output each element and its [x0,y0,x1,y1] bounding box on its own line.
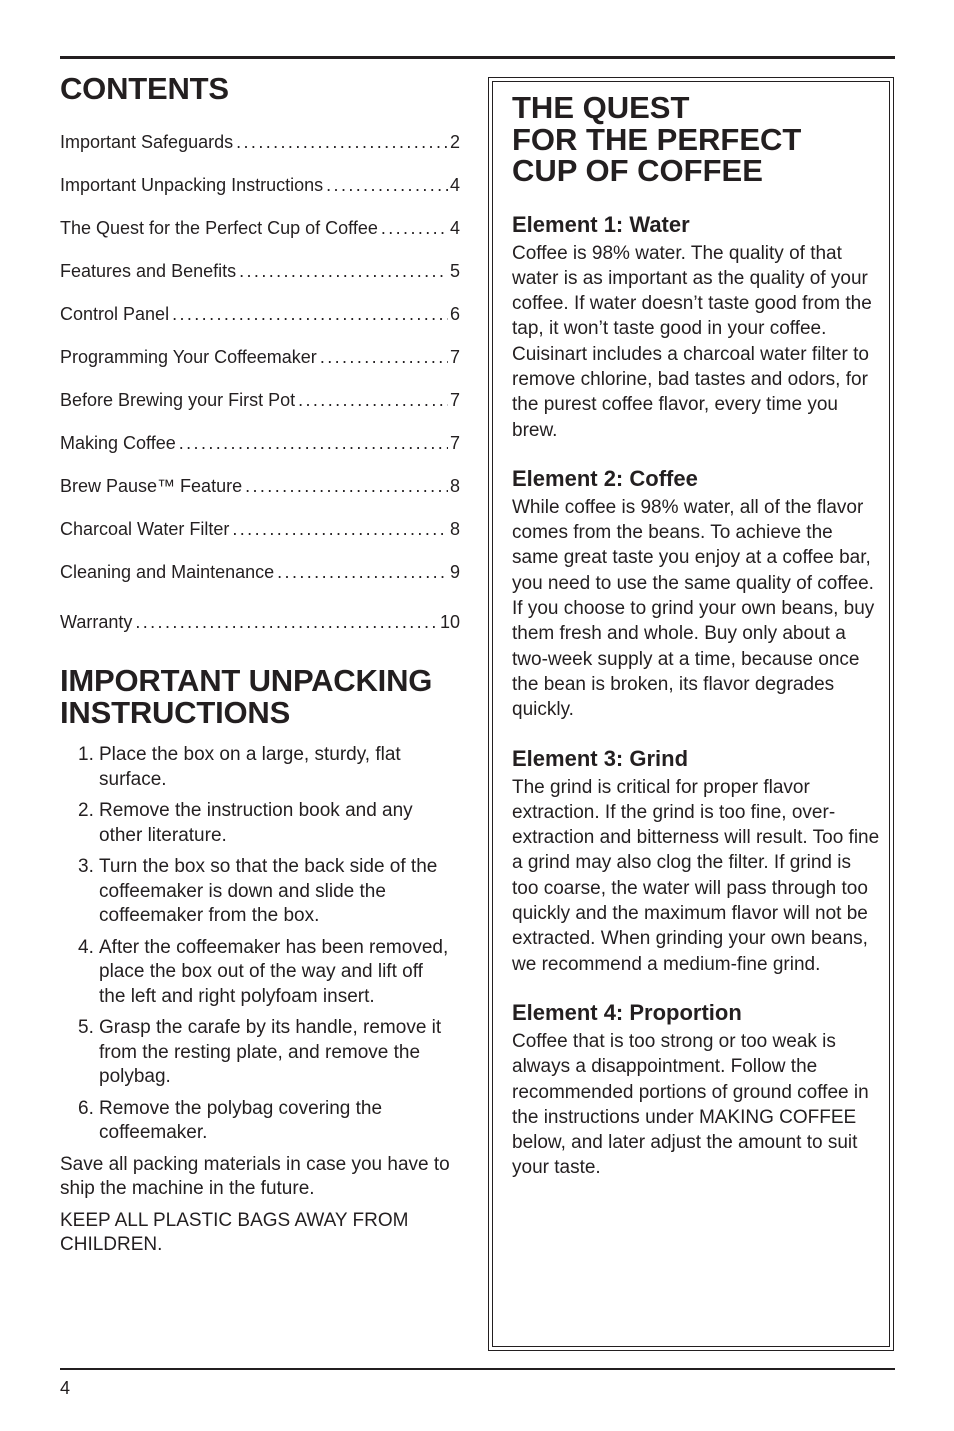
toc-item-page: 5 [449,261,460,281]
toc-item-page: 9 [449,562,460,582]
top-rule [60,56,895,59]
page-number: 4 [60,1378,71,1398]
list-item [78,1097,460,1146]
step-number: 5. [78,1017,94,1038]
toc-item-page: 6 [449,304,460,324]
step-number: 2. [78,800,94,821]
toc-item-warranty[interactable] [60,583,460,633]
toc-item-label: Features and Benefits [60,261,237,281]
toc-item-important-safeguards[interactable] [60,117,460,153]
element-proportion-body: Coffee that is too strong or too weak is always a disappointment. Follow the recommended portions of ground coffee in the instructions under MAKING COFFEE below, and later adjust the amount to suit your taste. [512,1030,869,1179]
unpacking-title-line2: INSTRUCTIONS [60,695,291,730]
toc-item-label: Important Safeguards [60,132,234,152]
toc-item-page: 8 [449,519,460,539]
element-grind-title: Element 3: Grind [512,745,689,771]
left-column [60,72,460,1265]
unpacking-steps [60,743,460,1146]
toc-item-features[interactable] [60,239,460,282]
unpacking-title-line1: IMPORTANT UNPACKING [60,663,433,698]
toc-item-page: 7 [449,347,460,367]
toc-leader-dots [277,562,448,583]
quest-title-line2: FOR THE PERFECT [512,121,802,157]
step-text: Grasp the carafe by its handle, remove it from the resting plate, and remove the polybag. [99,1017,442,1087]
list-item [78,855,460,929]
step-number: 4. [78,936,94,958]
step-number: 6. [78,1097,94,1119]
toc-item-page: 4 [449,175,460,195]
toc-item-before-brewing[interactable] [60,368,460,411]
list-item [78,936,460,1010]
element-grind-body: The grind is critical for proper flavor extraction. If the grind is too fine, over-extraction and bitterness will result. Too fine a grind may also clog the filter. If grind is too coarse, the water will pass through too quickly and the maximum flavor will not be extracted. When grinding your own beans, we recommend a medium-fine grind. [512,776,880,975]
step-text: Place the box on a large, sturdy, flat surface. [99,744,401,790]
list-item [78,799,460,848]
toc-leader-dots [179,433,448,454]
toc-item-control-panel[interactable] [60,282,460,325]
toc-item-brew-pause[interactable] [60,454,460,497]
toc-leader-dots [298,390,448,411]
toc-leader-dots [320,347,448,368]
toc-item-page: 7 [449,390,460,410]
toc-item-page: 7 [449,433,460,453]
toc-leader-dots [326,175,448,196]
quest-title [512,92,880,187]
toc-leader-dots [381,218,448,239]
quest-title-line3: CUP OF COFFEE [512,153,763,188]
toc-item-unpacking-instructions[interactable] [60,153,460,196]
step-text: Turn the box so that the back side of the coffeemaker is down and slide the coffeemaker from the box. [99,856,438,926]
toc-item-programming[interactable] [60,325,460,368]
toc-leader-dots [172,304,448,325]
element-coffee-title: Element 2: Coffee [512,465,698,491]
step-number: 1. [78,744,94,765]
toc-item-making-coffee[interactable] [60,411,460,454]
toc-item-label: Before Brewing your First Pot [60,390,296,410]
toc-item-cleaning[interactable] [60,540,460,583]
toc-leader-dots [236,132,448,153]
element-coffee-body: While coffee is 98% water, all of the flavor comes from the beans. To achieve the same great taste you enjoy at a coffee bar, you need to use the same quality of coffee. If you choose to grind your own beans, buy them fresh and whole. Buy only about a two-week supply at a time, because once the bean is broken, its flavor degrades quickly. [512,496,875,721]
toc-item-label: Warranty [60,612,133,632]
step-text: After the coffeemaker has been removed, place the box out of the way and lift off the left and right polyfoam insert. [99,936,449,1007]
toc-leader-dots [232,519,448,540]
element-water-title: Element 1: Water [512,211,690,237]
table-of-contents [60,117,460,633]
toc-item-label: The Quest for the Perfect Cup of Coffee [60,218,378,238]
quest-title-line1: THE QUEST [512,90,690,125]
quest-box [488,77,894,1351]
toc-item-page: 2 [449,132,460,152]
toc-item-label: Important Unpacking Instructions [60,175,324,195]
unpacking-title [60,665,460,729]
step-text: Remove the polybag covering the coffeemaker. [99,1097,383,1143]
step-text: Remove the instruction book and any other literature. [99,800,413,846]
toc-leader-dots [239,261,448,282]
toc-item-quest[interactable] [60,196,460,239]
plastic-bag-warning: KEEP ALL PLASTIC BAGS AWAY FROM CHILDREN. [60,1209,409,1255]
toc-leader-dots [245,476,448,497]
toc-item-page: 4 [449,218,460,238]
step-number: 3. [78,856,94,877]
toc-leader-dots [135,612,438,633]
element-proportion-title: Element 4: Proportion [512,999,742,1025]
toc-item-label: Control Panel [60,304,170,324]
toc-item-label: Making Coffee [60,433,176,453]
toc-item-page: 8 [449,476,460,496]
quest-content [512,92,880,1181]
contents-title: CONTENTS [60,71,229,106]
list-item [78,1016,460,1090]
toc-item-label: Programming Your Coffeemaker [60,347,317,367]
toc-item-charcoal-filter[interactable] [60,497,460,540]
toc-item-label: Brew Pause™ Feature [60,476,243,496]
toc-item-label: Cleaning and Maintenance [60,562,275,582]
save-note: Save all packing materials in case you have to ship the machine in the future. [60,1153,450,1199]
toc-item-label: Charcoal Water Filter [60,519,230,539]
toc-item-page: 10 [439,612,460,632]
bottom-rule [60,1368,895,1370]
list-item [78,743,460,792]
element-water-body: Coffee is 98% water. The quality of that water is as important as the quality of your coffee. If water doesn’t taste good from the tap, it won’t taste good in your coffee. Cuisinart includes a charcoal water filter to remove chlorine, bad tastes and odors, for the purest coffee flavor, every time you brew. [512,242,872,441]
